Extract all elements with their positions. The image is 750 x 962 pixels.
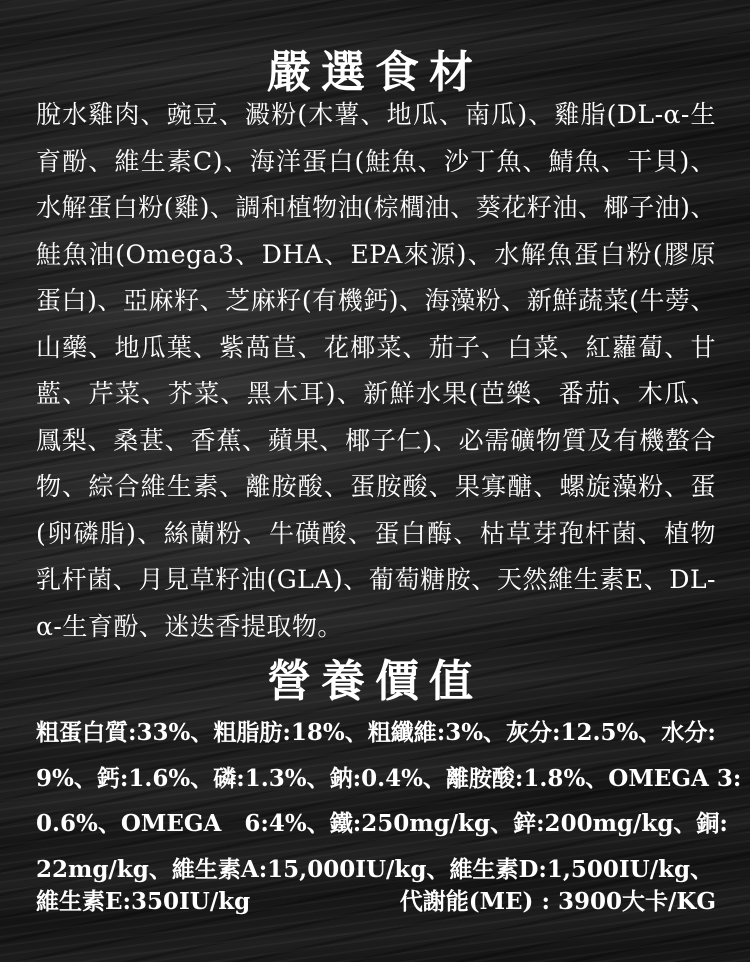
- metabolizable-energy: 代謝能(ME) : 3900大卡/KG: [399, 888, 716, 915]
- nutrition-title: 營養價值: [267, 656, 483, 707]
- nutrition-line: 0.6%、OMEGA 6:4%、鐵:250mg/kg、鋅:200mg/kg、銅:: [36, 810, 728, 837]
- vitamin-e-value: 維生素E:350IU/kg: [36, 888, 251, 915]
- nutrition-line: 9%、鈣:1.6%、磷:1.3%、鈉:0.4%、離胺酸:1.8%、OMEGA 3:: [36, 764, 742, 792]
- ingredients-title: 嚴選食材: [267, 47, 483, 98]
- nutrition-list: [36, 710, 742, 892]
- nutrition-line: 22mg/kg、維生素A:15,000IU/kg、維生素D:1,500IU/kg、: [36, 855, 714, 883]
- nutrition-line: 粗蛋白質:33%、粗脂肪:18%、粗纖維:3%、灰分:12.5%、水分:: [36, 719, 716, 746]
- nutrition-last-line: [36, 879, 716, 925]
- ingredients-text: 脫水雞肉、豌豆、澱粉(木薯、地瓜、南瓜)、雞脂(DL-α-生育酚、維生素C)、海洋蛋白(鮭魚、沙丁魚、鯖魚、干貝)、水解蛋白粉(雞)、調和植物油(棕櫚油、葵花籽油、椰子油)、鮭魚油(Omega3、DHA、EPA來源)、水解魚蛋白粉(膠原蛋白)、亞麻籽、芝麻籽(有機鈣)、海藻粉、新鮮蔬菜(牛蒡、山藥、地瓜葉、紫萵苣、花椰菜、茄子、白菜、紅蘿蔔、甘藍、芹菜、芥菜、黑木耳)、新鮮水果(芭樂、番茄、木瓜、鳳梨、桑葚、香蕉、蘋果、椰子仁)、必需礦物質及有機螯合物、綜合維生素、離胺酸、蛋胺酸、果寡醣、螺旋藻粉、蛋(卵磷脂)、絲蘭粉、牛磺酸、蛋白酶、枯草芽孢杆菌、植物乳杆菌、月見草籽油(GLA)、葡萄糖胺、天然維生素E、DL-α-生育酚、迷迭香提取物。: [36, 100, 716, 641]
